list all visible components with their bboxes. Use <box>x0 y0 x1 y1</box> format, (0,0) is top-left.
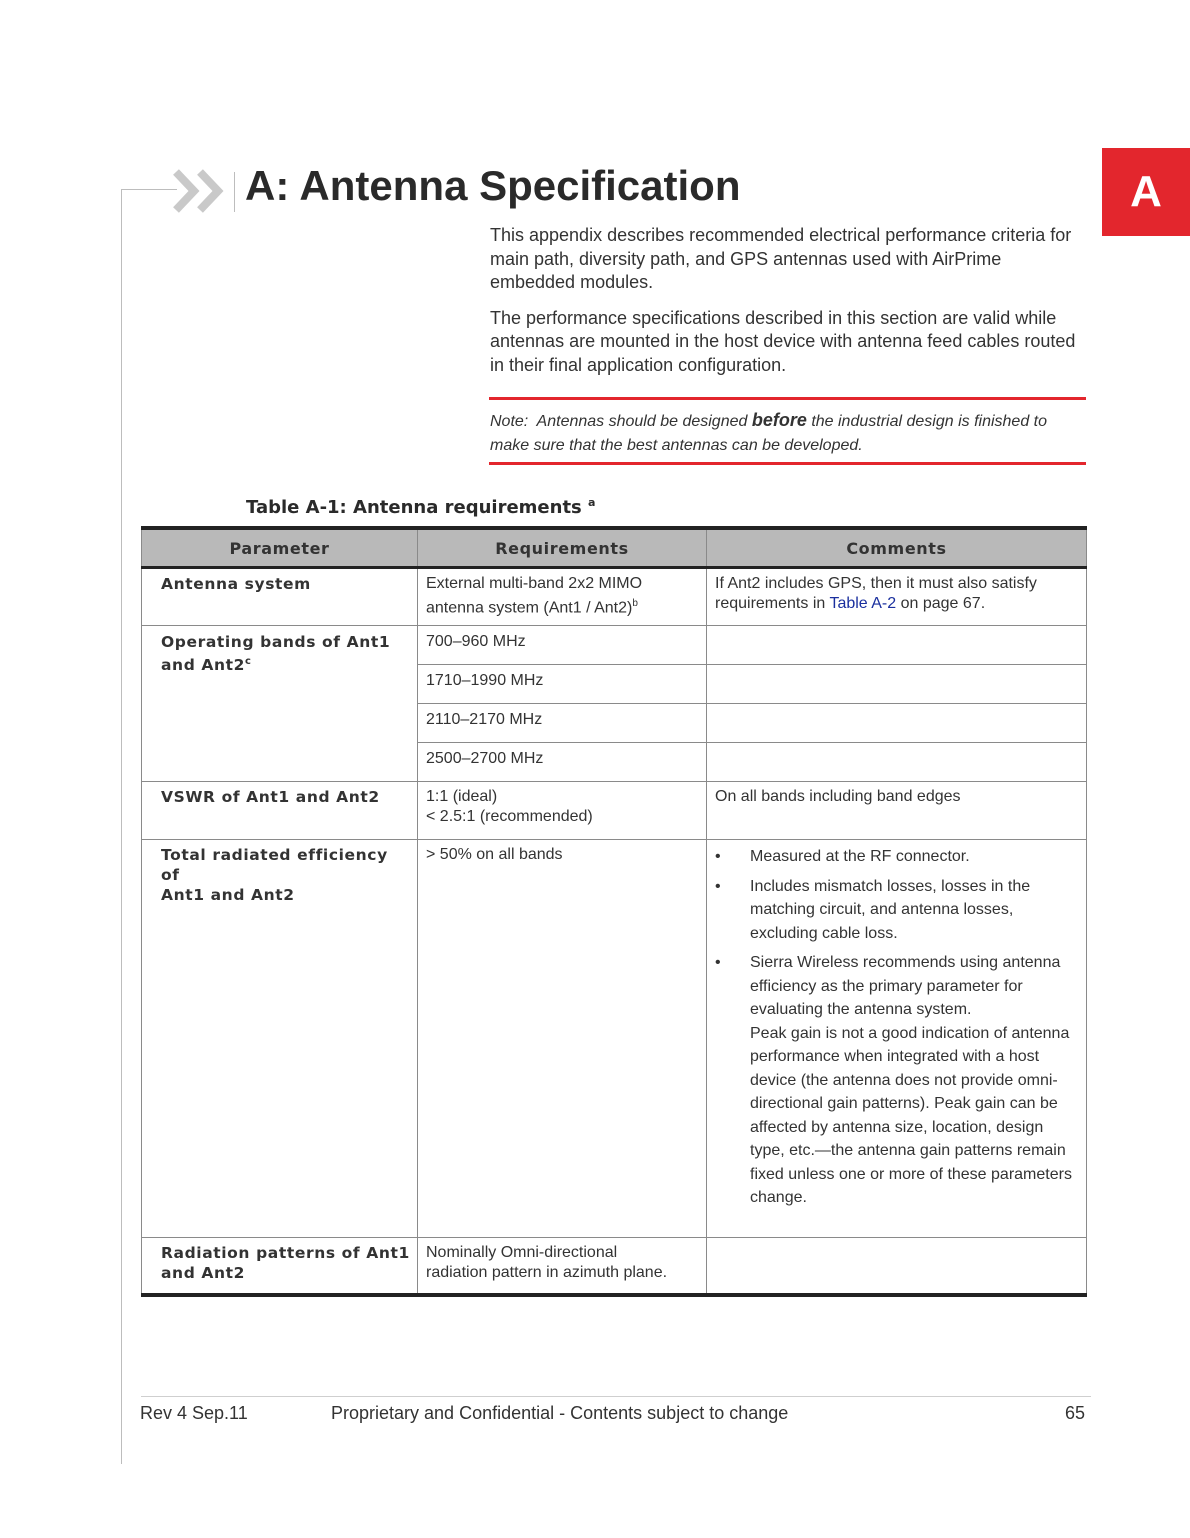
intro-paragraph-1: This appendix describes recommended electrical performance criteria for main path, diversity path, and GPS antennas used with AirPrime embedded modules. <box>490 225 1072 292</box>
req-vswr <box>418 782 707 840</box>
req-radiation <box>418 1238 707 1296</box>
chapter-title: A: Antenna Specification <box>245 162 741 209</box>
table-row-vswr <box>142 782 1087 840</box>
band-comment <box>707 626 1087 665</box>
param-operating-bands-line2: and Ant2 <box>161 656 246 675</box>
req-antenna-system-line1: External multi-band 2x2 MIMO <box>426 575 643 592</box>
comment-vswr: On all bands including band edges <box>707 782 1087 840</box>
note-box <box>489 397 1086 465</box>
footer-confidential: Proprietary and Confidential - Contents subject to change <box>331 1403 789 1423</box>
comment-radiation <box>707 1238 1087 1296</box>
req-antenna-system <box>418 568 707 626</box>
comment-antenna-system <box>707 568 1087 626</box>
chapter-tab: A <box>1102 148 1190 236</box>
band-value: 1710–1990 MHz <box>418 665 707 704</box>
title-divider <box>234 172 235 212</box>
band-value: 700–960 MHz <box>418 626 707 665</box>
bullet-text: Includes mismatch losses, losses in the matching circuit, and antenna losses, excluding cable loss. <box>750 877 1031 942</box>
list-item <box>715 875 1079 946</box>
table-row-antenna-system <box>142 568 1087 626</box>
comment-antenna-system-before: If Ant2 includes GPS, then it must also satisfy requirements in <box>715 575 1037 612</box>
param-radiation-line1: Radiation patterns of Ant1 <box>161 1244 410 1262</box>
table-caption-text: Table A-1: Antenna requirements <box>246 497 582 518</box>
band-comment <box>707 743 1087 782</box>
list-item <box>715 951 1079 1210</box>
antenna-requirements-table <box>141 526 1087 1297</box>
header-requirements: Requirements <box>418 528 707 568</box>
param-operating-bands <box>142 626 418 782</box>
footnote-c: c <box>245 656 252 667</box>
band-comment <box>707 704 1087 743</box>
note-emphasis: before <box>751 410 807 430</box>
req-antenna-system-line2: antenna system (Ant1 / Ant2) <box>426 599 633 617</box>
frame-left-rule <box>121 189 122 1464</box>
req-efficiency: > 50% on all bands <box>418 840 707 1238</box>
header-comments: Comments <box>707 528 1087 568</box>
page-number: 65 <box>1064 1403 1085 1423</box>
table-caption-footnote: a <box>588 496 596 509</box>
table-row-radiation <box>142 1238 1087 1296</box>
table-a2-link[interactable]: Table A-2 <box>829 595 897 612</box>
comment-antenna-system-after: on page 67. <box>900 595 986 612</box>
band-value: 2500–2700 MHz <box>418 743 707 782</box>
param-operating-bands-line1: Operating bands of Ant1 <box>161 633 391 651</box>
footer-divider <box>141 1396 1091 1397</box>
footnote-b: b <box>632 598 638 609</box>
param-efficiency-line1: Total radiated efficiency of <box>161 846 388 884</box>
param-efficiency-line2: Ant1 and Ant2 <box>161 886 295 904</box>
intro-text <box>490 224 1090 389</box>
req-radiation-line2: radiation pattern in azimuth plane. <box>426 1264 668 1281</box>
table-caption <box>246 496 595 518</box>
list-item <box>715 845 1079 869</box>
bullet-icon: • <box>715 877 721 895</box>
table-row-band-1 <box>142 626 1087 665</box>
double-chevron-icon <box>172 166 232 216</box>
band-value: 2110–2170 MHz <box>418 704 707 743</box>
header-parameter: Parameter <box>142 528 418 568</box>
note-label: Note: <box>490 413 529 430</box>
footer-revision: Rev 4 Sep.11 <box>140 1403 248 1423</box>
req-vswr-line1: 1:1 (ideal) <box>426 788 498 805</box>
param-efficiency <box>142 840 418 1238</box>
table-row-efficiency <box>142 840 1087 1238</box>
param-vswr: VSWR of Ant1 and Ant2 <box>142 782 418 840</box>
bullet-text: Sierra Wireless recommends using antenna efficiency as the primary parameter for evaluating the antenna system. <box>750 954 1061 1018</box>
param-antenna-system: Antenna system <box>142 568 418 626</box>
param-radiation-line2: and Ant2 <box>161 1264 246 1282</box>
note-text-after: the industrial design is finished to make sure that the best antennas can be developed. <box>490 413 1048 454</box>
efficiency-bullet-list <box>715 845 1079 1210</box>
bullet-text: Measured at the RF connector. <box>750 848 970 865</box>
bullet-continuation: Peak gain is not a good indication of antenna performance when integrated with a host device (the antenna does not provide omni-directional gain patterns). Peak gain can be affected by antenna size, location, design type, etc.—the antenna gain patterns remain fixed unless one or more of these parameters change. <box>750 1024 1072 1206</box>
req-vswr-line2: < 2.5:1 (recommended) <box>426 808 593 825</box>
frame-top-rule <box>121 189 177 190</box>
band-comment <box>707 665 1087 704</box>
intro-paragraph-2: The performance specifications described in this section are valid while antennas are mounted in the host device with antenna feed cables routed in their final application configuration. <box>490 307 1076 375</box>
bullet-icon: • <box>715 954 721 971</box>
note-text-before: Antennas should be designed <box>536 413 748 430</box>
comment-efficiency <box>707 840 1087 1238</box>
bullet-icon: • <box>715 848 721 865</box>
table-header-row <box>142 528 1087 568</box>
req-radiation-line1: Nominally Omni-directional <box>426 1244 618 1261</box>
param-radiation <box>142 1238 418 1296</box>
